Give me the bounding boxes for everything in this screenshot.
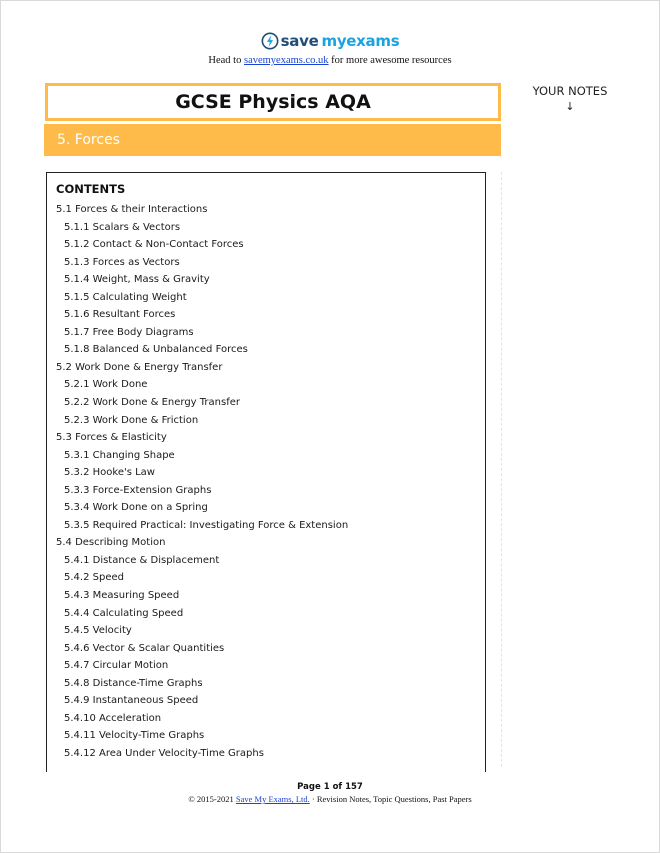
toc-subtopic-link[interactable]: 5.1.5 Calculating Weight (64, 291, 187, 303)
toc-subtopic-link[interactable]: 5.3.3 Force-Extension Graphs (64, 484, 212, 496)
notes-divider (501, 172, 502, 767)
toc-subtopic-link[interactable]: 5.4.10 Acceleration (64, 712, 162, 724)
lightning-bolt-circle-icon (261, 32, 279, 50)
toc-subtopic-link[interactable]: 5.1.8 Balanced & Unbalanced Forces (64, 344, 248, 356)
copyright-suffix: · Revision Notes, Topic Questions, Past Papers (309, 794, 472, 804)
toc-subtopic-link[interactable]: 5.1.1 Scalars & Vectors (64, 221, 181, 233)
toc-subtopic-link[interactable]: 5.4.11 Velocity-Time Graphs (64, 730, 205, 742)
toc-subtopic-link[interactable]: 5.1.3 Forces as Vectors (64, 256, 180, 268)
toc-topic-link[interactable]: 5.1 Forces & their Interactions (56, 204, 208, 215)
website-link[interactable]: savemyexams.co.uk (243, 55, 329, 66)
contents-heading: CONTENTS (56, 182, 126, 196)
logo-word-save: save (280, 32, 319, 50)
toc-subtopic-link[interactable]: 5.3.2 Hooke's Law (64, 467, 155, 479)
copyright-line (0, 793, 660, 805)
contents-list (56, 201, 485, 763)
toc-subtopic-link[interactable]: 5.4.6 Vector & Scalar Quantities (64, 642, 225, 654)
toc-subtopic-link[interactable]: 5.3.1 Changing Shape (64, 449, 175, 461)
toc-subtopic-link[interactable]: 5.4.12 Area Under Velocity-Time Graphs (64, 747, 264, 759)
document-title: GCSE Physics AQA (45, 83, 501, 121)
toc-subtopic-link[interactable]: 5.2.1 Work Done (64, 379, 148, 391)
toc-subtopic-link[interactable]: 5.4.8 Distance-Time Graphs (64, 677, 203, 689)
toc-subtopic-link[interactable]: 5.3.5 Required Practical: Investigating Force & Extension (64, 519, 349, 531)
copyright-prefix: © 2015-2021 (188, 794, 236, 804)
toc-subtopic-link[interactable]: 5.4.4 Calculating Speed (64, 607, 184, 619)
toc-subtopic-link[interactable]: 5.2.2 Work Done & Energy Transfer (64, 397, 240, 409)
toc-subtopic-link[interactable]: 5.4.1 Distance & Displacement (64, 554, 220, 566)
toc-subtopic-link[interactable]: 5.4.3 Measuring Speed (64, 590, 180, 602)
your-notes-text: YOUR NOTES (532, 84, 608, 98)
logo-word-my: my (321, 32, 347, 50)
page-header (0, 30, 660, 68)
toc-topic-link[interactable]: 5.4 Describing Motion (56, 537, 166, 549)
tagline-prefix: Head to (208, 55, 244, 66)
toc-subtopic-link[interactable]: 5.4.9 Instantaneous Speed (64, 695, 199, 707)
company-link[interactable]: Save My Exams, Ltd. (235, 794, 310, 804)
tagline-suffix: for more awesome resources (328, 55, 452, 66)
toc-topic-link[interactable]: 5.2 Work Done & Energy Transfer (56, 361, 223, 373)
header-tagline (0, 54, 660, 68)
logo-word-exams: exams (346, 32, 400, 50)
toc-subtopic-link[interactable]: 5.4.5 Velocity (64, 625, 132, 637)
arrow-down-icon: ↓ (565, 100, 575, 113)
page-footer (0, 781, 660, 805)
contents-panel (46, 172, 486, 772)
toc-subtopic-link[interactable]: 5.1.4 Weight, Mass & Gravity (64, 274, 210, 286)
toc-subtopic-link[interactable]: 5.4.7 Circular Motion (64, 660, 169, 672)
toc-subtopic-link[interactable]: 5.1.2 Contact & Non-Contact Forces (64, 239, 244, 251)
section-heading: 5. Forces (44, 124, 501, 156)
toc-subtopic-link[interactable]: 5.1.6 Resultant Forces (64, 309, 176, 321)
your-notes-label (520, 84, 620, 114)
toc-subtopic-link[interactable]: 5.1.7 Free Body Diagrams (64, 326, 194, 338)
toc-subtopic-link[interactable]: 5.3.4 Work Done on a Spring (64, 502, 208, 514)
page-number: Page 1 of 157 (297, 782, 363, 792)
toc-subtopic-link[interactable]: 5.4.2 Speed (64, 572, 124, 584)
toc-topic-link[interactable]: 5.3 Forces & Elasticity (56, 432, 167, 444)
toc-subtopic-link[interactable]: 5.2.3 Work Done & Friction (64, 414, 199, 426)
save-my-exams-logo[interactable] (261, 30, 400, 52)
